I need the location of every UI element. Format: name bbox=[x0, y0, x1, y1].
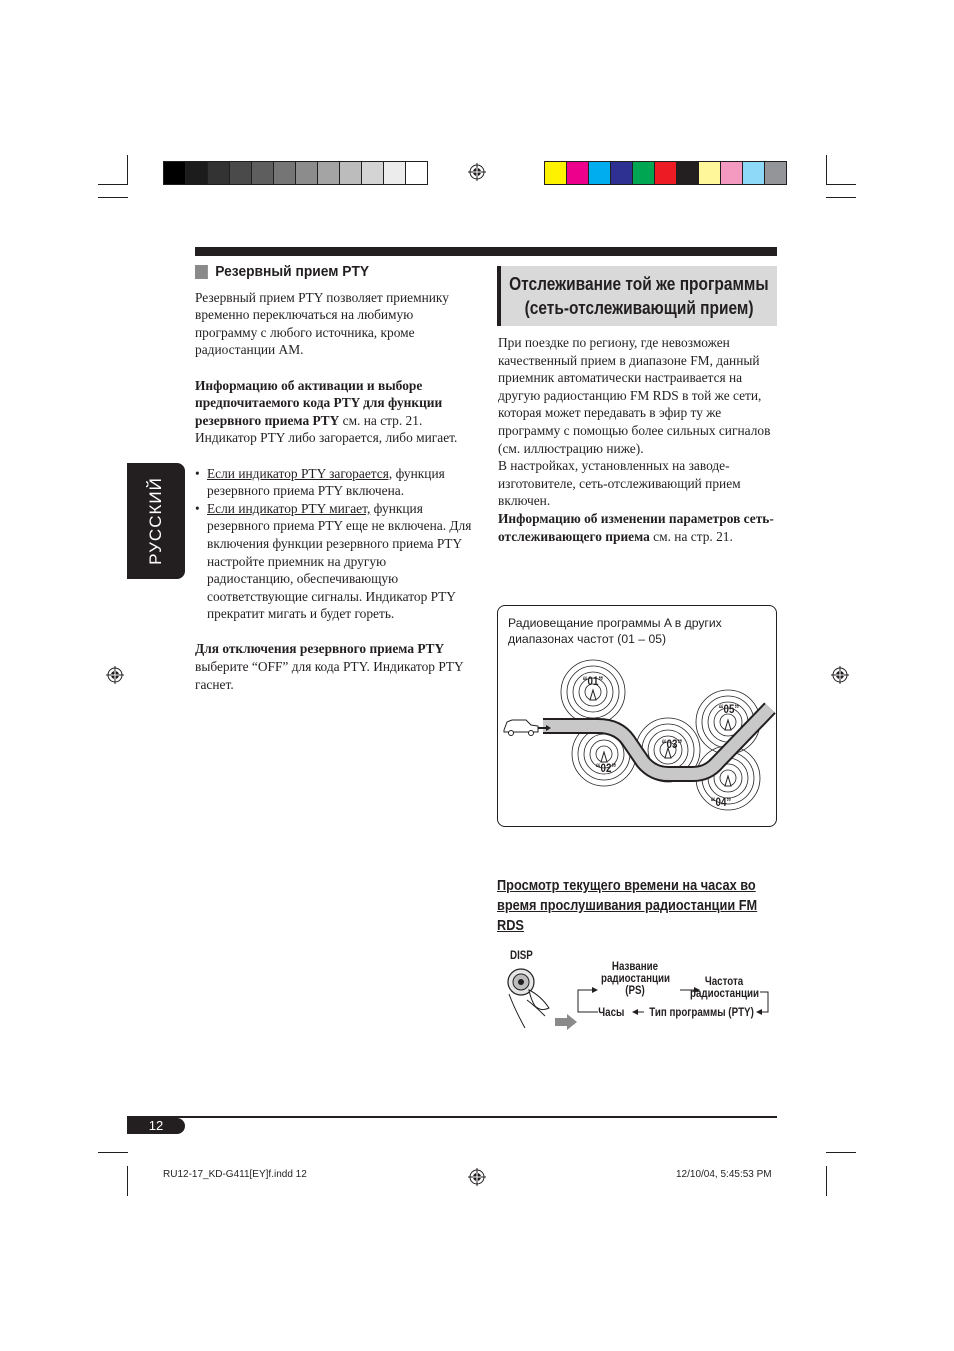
footer-file: RU12-17_KD-G411[EY]f.indd 12 bbox=[163, 1169, 307, 1180]
grayscale-color-bar bbox=[163, 161, 428, 185]
list-item: • Если индикатор PTY мигает, функция резервного приема PTY еще не включена. Для включения функции резервного приема PTY настройте приемник на другую радиостанцию, обеспечивающую соответствующие сигналы. Индикатор PTY прекратит мигать и будет гореть. bbox=[195, 500, 475, 623]
section-title: Отслеживание той же программы (сеть-отслеживающий прием) bbox=[497, 266, 777, 326]
process-color-bar bbox=[544, 161, 787, 185]
paragraph: В настройках, установленных на заводе-изготовителе, сеть-отслеживающий прием включен. bbox=[498, 458, 741, 509]
footer-date: 12/10/04, 5:45:53 PM bbox=[676, 1169, 772, 1180]
crop-mark bbox=[826, 1166, 827, 1196]
station-label: “05” bbox=[718, 704, 740, 716]
section-heading: Резервный прием PTY bbox=[195, 263, 453, 281]
color-swatch bbox=[589, 162, 611, 184]
flow-label-pty: Тип программы (PTY) bbox=[649, 1007, 754, 1019]
language-tab: РУССКИЙ bbox=[127, 463, 185, 579]
color-swatch bbox=[743, 162, 765, 184]
color-swatch bbox=[567, 162, 589, 184]
list-item: • Если индикатор PTY загорается, функция резервного приема PTY включена. bbox=[195, 465, 475, 500]
color-swatch bbox=[765, 162, 786, 184]
paragraph: Для отключения резервного приема PTY выберите “OFF” для кода PTY. Индикатор PTY гаснет. bbox=[195, 641, 464, 692]
gray-swatch bbox=[406, 162, 427, 184]
color-swatch bbox=[545, 162, 567, 184]
color-swatch bbox=[611, 162, 633, 184]
color-swatch bbox=[655, 162, 677, 184]
top-rule bbox=[195, 247, 777, 256]
square-bullet-icon bbox=[195, 265, 208, 279]
registration-mark-icon bbox=[106, 666, 124, 684]
coverage-map-illustration bbox=[498, 650, 776, 825]
registration-mark-icon bbox=[831, 666, 849, 684]
registration-mark-icon bbox=[468, 1168, 486, 1186]
crop-mark bbox=[127, 155, 128, 185]
gray-swatch bbox=[362, 162, 384, 184]
paragraph: Информацию об изменении параметров сеть-отслеживающего приема см. на стр. 21. bbox=[498, 510, 774, 544]
gray-swatch bbox=[208, 162, 230, 184]
paragraph: Резервный прием PTY позволяет приемнику временно переключаться на любимую программу с любого источника, кроме радиостанции AM. bbox=[195, 289, 449, 358]
car-icon bbox=[504, 720, 538, 736]
gray-swatch bbox=[384, 162, 406, 184]
color-swatch bbox=[677, 162, 699, 184]
subsection-heading: Просмотр текущего времени на часах во время прослушивания радиостанции FM RDS bbox=[497, 878, 758, 934]
gray-swatch bbox=[164, 162, 186, 184]
color-swatch bbox=[721, 162, 743, 184]
flow-label-clock: Часы bbox=[598, 1007, 625, 1019]
diagram-caption: Радиовещание программы A в других диапазонах частот (01 – 05) bbox=[508, 616, 722, 646]
crop-mark bbox=[826, 184, 856, 185]
bottom-rule bbox=[127, 1116, 777, 1118]
crop-mark bbox=[826, 1152, 856, 1153]
gray-swatch bbox=[340, 162, 362, 184]
page-number: 12 bbox=[127, 1118, 185, 1134]
paragraph: Информацию об активации и выборе предпочитаемого кода PTY для функции резервного приема PTY см. на стр. 21. Индикатор PTY либо загорается, либо мигает. bbox=[195, 377, 458, 446]
station-label: “04” bbox=[710, 797, 732, 809]
disp-button-label: DISP bbox=[510, 950, 533, 962]
station-label: “02” bbox=[595, 763, 617, 775]
color-swatch bbox=[699, 162, 721, 184]
crop-mark bbox=[826, 155, 827, 185]
crop-mark bbox=[98, 1152, 128, 1153]
gray-swatch bbox=[296, 162, 318, 184]
crop-mark bbox=[98, 197, 128, 198]
flow-label-frequency: Частота радиостанции bbox=[690, 976, 760, 1000]
crop-mark bbox=[127, 1166, 128, 1196]
registration-mark-icon bbox=[468, 163, 486, 181]
gray-swatch bbox=[274, 162, 296, 184]
gray-swatch bbox=[186, 162, 208, 184]
gray-swatch bbox=[252, 162, 274, 184]
crop-mark bbox=[98, 184, 128, 185]
station-label: “01” bbox=[582, 676, 604, 688]
color-swatch bbox=[633, 162, 655, 184]
crop-mark bbox=[826, 197, 856, 198]
station-label: “03” bbox=[661, 739, 683, 751]
paragraph: При поездке по региону, где невозможен качественный прием в диапазоне FM, данный приемник автоматически настраивается на другую радиостанцию FM RDS в той же сети, которая может передавать в эфир ту же программу с помощью более сильных сигналов (см. иллюстрацию ниже). bbox=[498, 335, 771, 456]
gray-swatch bbox=[318, 162, 340, 184]
flow-label-ps: Название радиостанции (PS) bbox=[601, 961, 671, 997]
gray-swatch bbox=[230, 162, 252, 184]
right-column-text bbox=[498, 334, 778, 545]
left-column bbox=[195, 263, 475, 693]
